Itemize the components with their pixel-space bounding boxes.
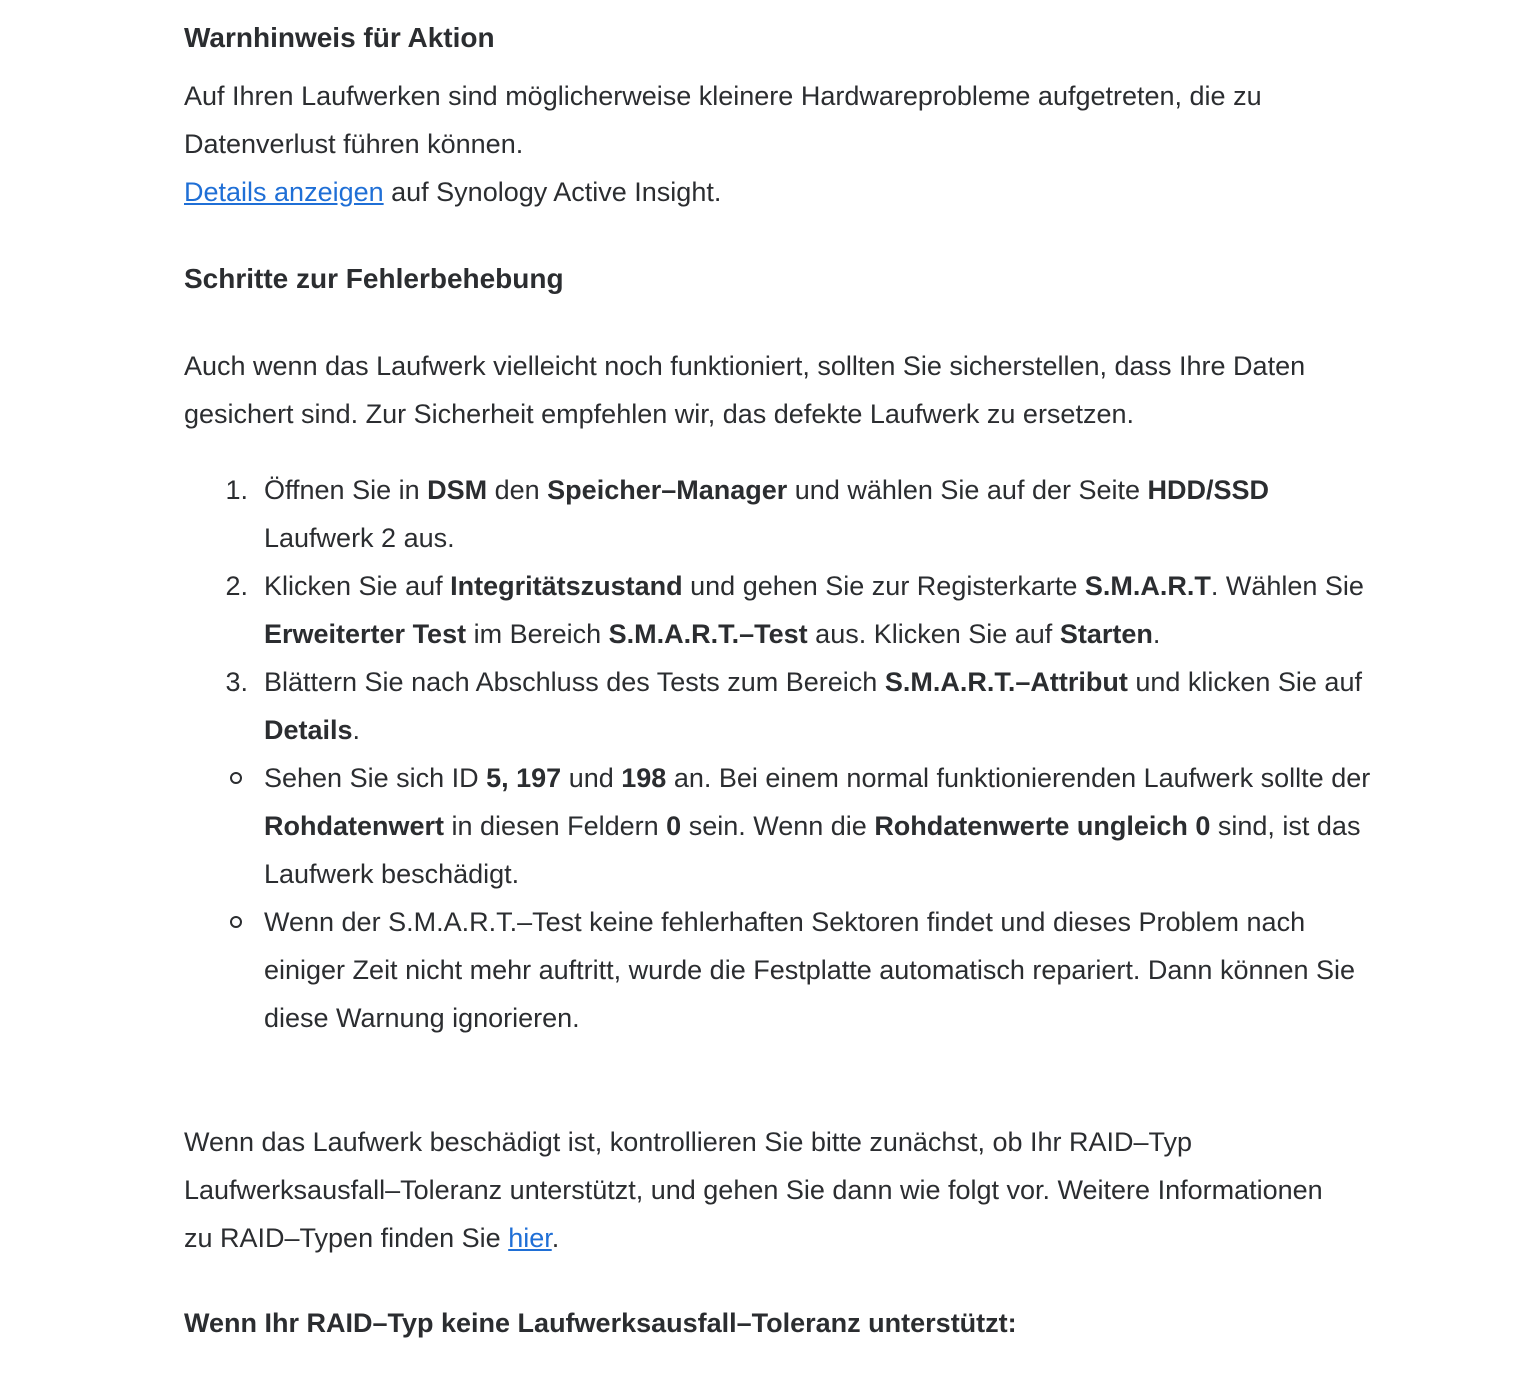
steps-list [184,466,1384,1042]
step-text: den [487,475,548,505]
sub-text: Sehen Sie sich ID [264,763,487,793]
step-number: 1. [225,475,248,505]
details-line [184,168,1364,216]
step-text: und wählen Sie auf der Seite [787,475,1148,505]
sub-bold: Rohdatenwert [264,811,445,841]
troubleshooting-heading: Schritte zur Fehlerbehebung [184,263,564,294]
raid-paragraph [184,1118,1324,1262]
bullet-circle-icon [230,772,242,784]
raid-info-link[interactable]: hier [508,1223,552,1253]
step-bold: Details [264,715,353,745]
warning-text: Auf Ihren Laufwerken sind möglicherweise kleinere Hardwareprobleme aufgetreten, die zu Datenverlust führen können. [184,81,1262,159]
step-bold: S.M.A.R.T [1084,571,1211,601]
step-text: aus. Klicken Sie auf [807,619,1060,649]
sub-bold: 0 [666,811,682,841]
intro-text: Auch wenn das Laufwerk vielleicht noch funktioniert, sollten Sie sicherstellen, dass Ihre Daten gesichert sind. Zur Sicherheit empfehlen wir, das defekte Laufwerk zu ersetzen. [184,351,1306,429]
sub-list [184,754,1384,1042]
details-suffix: auf Synology Active Insight. [383,177,722,207]
step-text: Öffnen Sie in [264,475,428,505]
details-link[interactable]: Details anzeigen [184,177,384,207]
step-bold: Speicher–Manager [547,475,788,505]
step-text: und klicken Sie auf [1127,667,1362,697]
raid-heading: Wenn Ihr RAID–Typ keine Laufwerksausfall–Toleranz unterstützt: [184,1308,1017,1338]
step-text: Blättern Sie nach Abschluss des Tests zum Bereich [264,667,885,697]
step-text: . Wählen Sie [1210,571,1364,601]
step-bold: Starten [1059,619,1153,649]
sub-bold: 198 [621,763,667,793]
raid-text: Wenn das Laufwerk beschädigt ist, kontrollieren Sie bitte zunächst, ob Ihr RAID–Typ Laufwerksausfall–Toleranz unterstützt, und gehen Sie dann wie folgt vor. Weitere Informationen zu RAID–Typen finden Sie [184,1127,1323,1253]
sub-bold: Rohdatenwerte ungleich 0 [874,811,1211,841]
step-number: 2. [225,571,248,601]
sub-bold: 5, 197 [486,763,562,793]
step-text: und gehen Sie zur Registerkarte [682,571,1085,601]
sub-item [184,898,1384,1042]
step-bold: Integritätszustand [450,571,683,601]
raid-end: . [551,1223,560,1253]
step-number: 3. [225,667,248,697]
sub-text: in diesen Feldern [444,811,667,841]
sub-text: Wenn der S.M.A.R.T.–Test keine fehlerhaften Sektoren findet und dieses Problem nach einiger Zeit nicht mehr auftritt, wurde die Festplatte automatisch repariert. Dann können Sie diese Warnung ignorieren. [264,907,1356,1033]
step-item [184,562,1384,658]
step-item [184,466,1384,562]
sub-text: und [561,763,622,793]
step-bold: S.M.A.R.T.–Test [608,619,808,649]
sub-item [184,754,1384,898]
step-bold: DSM [427,475,488,505]
step-bold: HDD/SSD [1147,475,1270,505]
step-bold: S.M.A.R.T.–Attribut [884,667,1128,697]
step-text: . [352,715,361,745]
step-bold: Erweiterter Test [264,619,467,649]
sub-text: sein. Wenn die [681,811,875,841]
step-item [184,658,1384,1042]
step-text: . [1152,619,1161,649]
sub-text: an. Bei einem normal funktionierenden Laufwerk sollte der [666,763,1371,793]
step-text: Klicken Sie auf [264,571,451,601]
sub-text: sind, ist das Laufwerk beschädigt. [264,811,1361,889]
step-text: im Bereich [466,619,609,649]
warning-heading: Warnhinweis für Aktion [184,22,495,53]
bullet-circle-icon [230,916,242,928]
step-text: Laufwerk 2 aus. [264,523,455,553]
